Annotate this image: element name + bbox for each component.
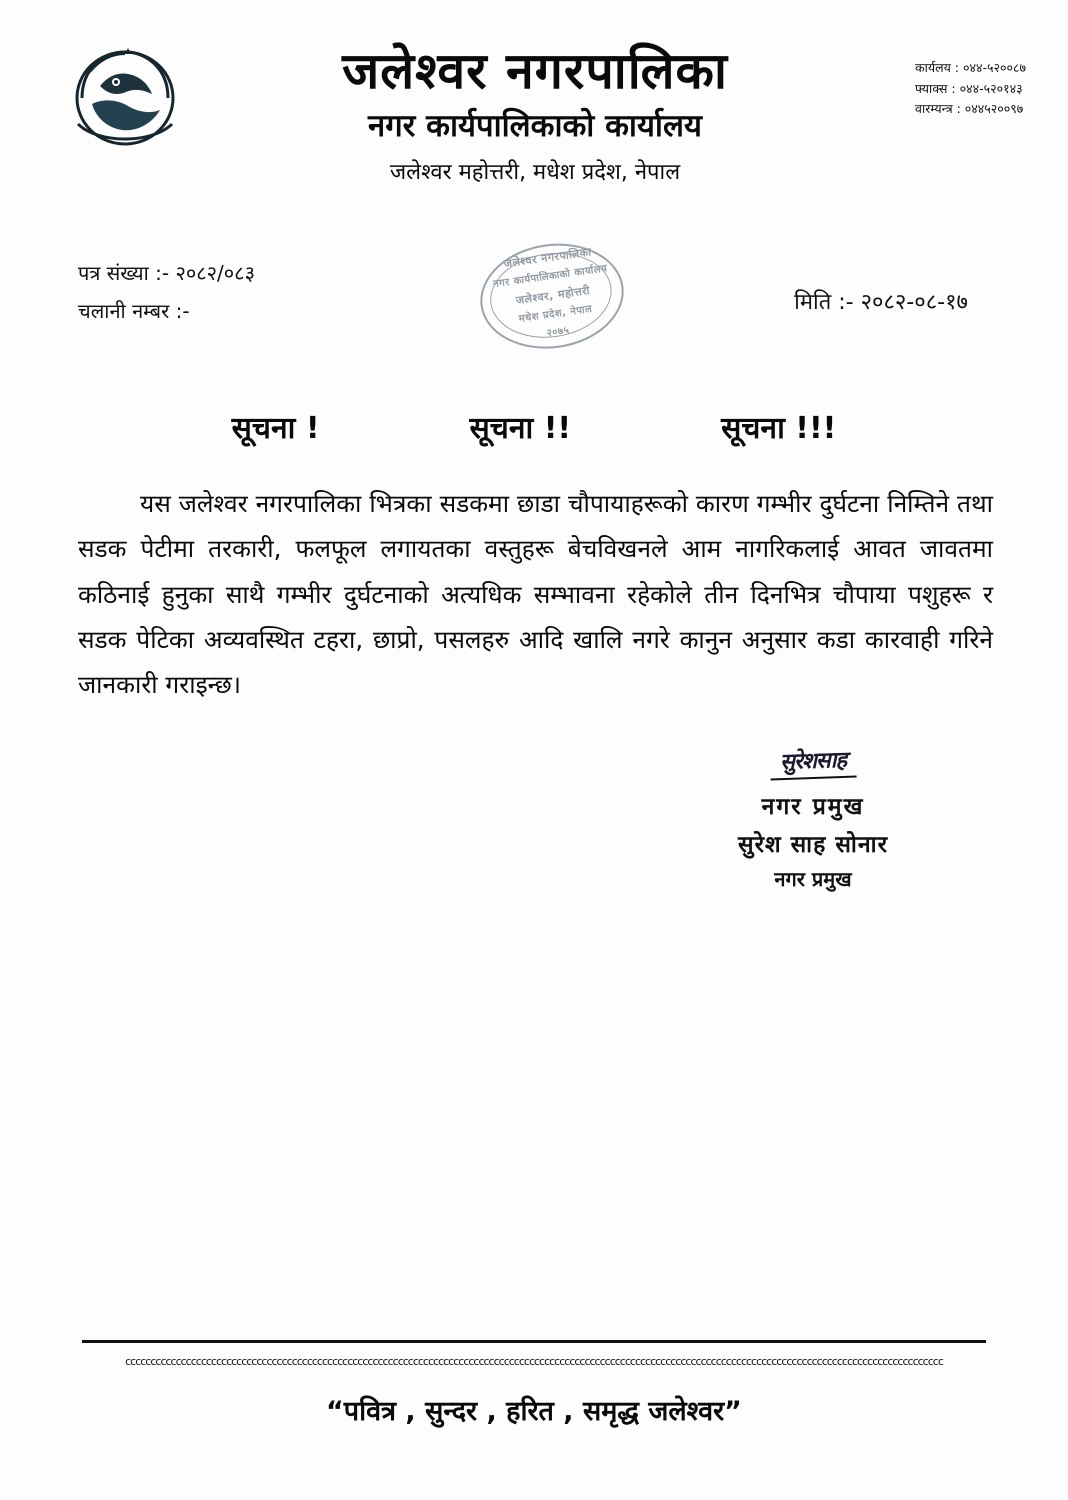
letter-meta <box>0 244 1068 354</box>
stamp-outer-ring <box>473 235 630 358</box>
signatory-post: नगर प्रमुख <box>774 867 852 891</box>
dispatch-number-row <box>78 292 255 330</box>
dispatch-number-label: चलानी नम्बर :- <box>78 299 190 323</box>
footer-decorative-squiggle: cccccccccccccccccccccccccccccccccccccccccccccccccccccccccccccccccccccccccccccccccccccccccccccccccccccccccccccccccccccccccccccccccccccccccccccccccccccccccccccccccc <box>125 1357 943 1368</box>
notice-heading-1: सूचना ! <box>231 411 320 446</box>
nepal-emblem-icon <box>70 42 180 150</box>
organization-titles <box>190 44 880 186</box>
notice-body <box>78 481 993 708</box>
organization-address: जलेश्वर महोत्तरी, मधेश प्रदेश, नेपाल <box>389 160 681 185</box>
organization-subtitle: नगर कार्यपालिकाको कार्यालय <box>368 108 702 144</box>
letter-number-row <box>78 254 255 292</box>
letterhead <box>0 0 1068 240</box>
signature-block <box>668 745 958 892</box>
handwritten-signature: सुरेशसाह <box>769 744 856 781</box>
notice-heading-2: सूचना !! <box>469 411 572 446</box>
letter-reference <box>78 254 255 330</box>
stamp-line-4: मधेश प्रदेश, नेपाल <box>518 303 594 325</box>
date-label: मिति :- <box>794 290 854 315</box>
stamp-line-1: जलेश्वर नगरपालिका <box>503 245 593 271</box>
letter-number-value: २०८२/०८३ <box>175 261 255 285</box>
stamp-line-3: जलेश्वर, महोत्तरी <box>515 283 591 308</box>
contact-fax: फ्याक्स : ०४४-५२०१४३ <box>915 80 1023 96</box>
contact-details <box>915 58 1026 120</box>
date-value: २०८२-०८-१७ <box>860 290 968 315</box>
document-footer <box>0 1340 1068 1428</box>
notice-body-text: यस जलेश्वर नगरपालिका भित्रका सडकमा छाडा चौपायाहरूको कारण गम्भीर दुर्घटना निम्तिने तथा सडक पेटीमा तरकारी, फलफूल लगायतका वस्तुहरू बेचविखनले आम नागरिकलाई आवत जावतमा कठिनाई हुनुका साथै गम्भीर दुर्घटनाको अत्यधिक सम्भावना रहेकोले तीन दिनभित्र चौपाया पशुहरू र सडक पेटिका अव्यवस्थित टहरा, छाप्रो, पसलहरु आदि खालि नगरे कानुन अनुसार कडा कारवाही गरिने जानकारी गराइन्छ। <box>78 489 993 700</box>
letter-date <box>794 286 968 316</box>
stamp-line-2: नगर कार्यपालिकाको कार्यालय <box>492 263 609 291</box>
footer-divider-line <box>82 1340 986 1357</box>
notice-heading-3: सूचना !!! <box>721 411 837 446</box>
footer-motto: “पवित्र , सुन्दर , हरित , समृद्ध जलेश्वर” <box>326 1396 742 1427</box>
stamp-inner-ring <box>485 245 618 345</box>
contact-phone: कार्यलय : ०४४-५२००८७ <box>915 60 1026 75</box>
contact-extra: वारम्यन्त्र : ०४४५२००९७ <box>915 101 1024 117</box>
signatory-role: नगर प्रमुख <box>761 794 865 820</box>
organization-name: जलेश्वर नगरपालिका <box>342 42 728 100</box>
signatory-name: सुरेश साह सोनार <box>738 832 888 858</box>
official-round-stamp <box>460 225 645 367</box>
notice-heading-row <box>0 406 1068 447</box>
stamp-line-5: २०७५ <box>546 325 571 340</box>
letter-number-label: पत्र संख्या :- <box>78 261 170 285</box>
